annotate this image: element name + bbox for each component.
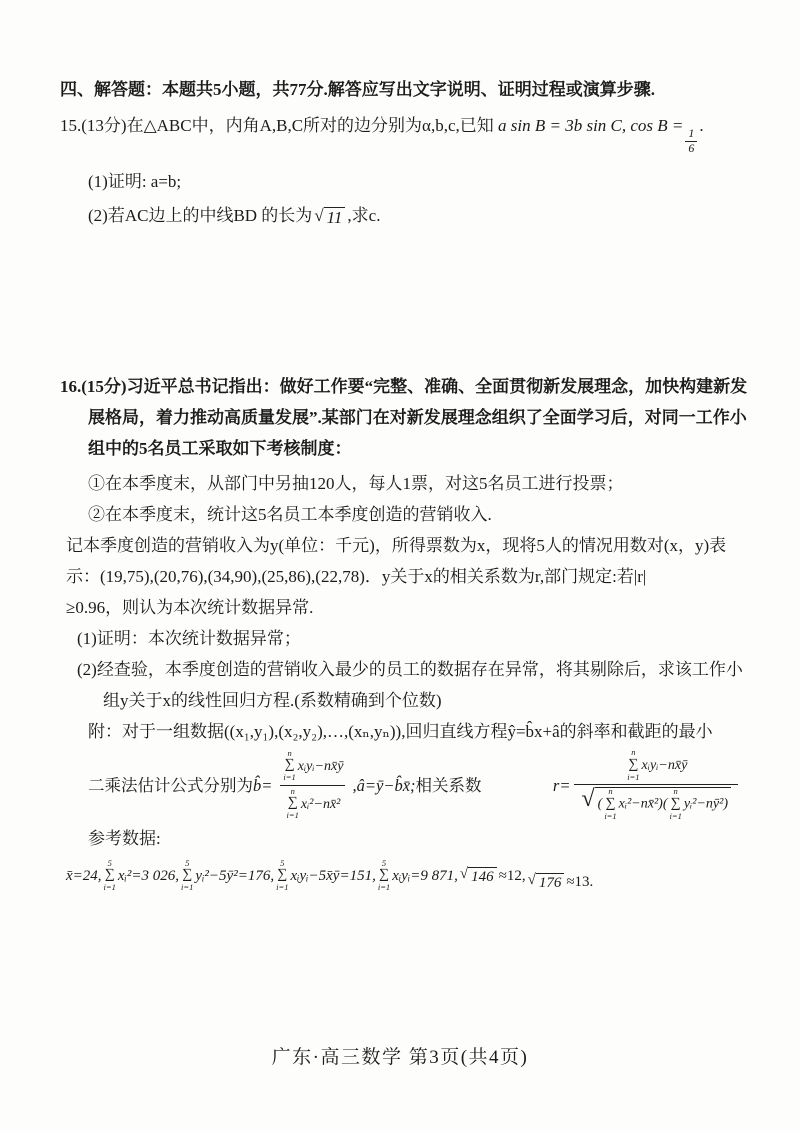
r-lhs: r= [552, 775, 571, 795]
q16-desc-line-1: 记本季度创造的营销收入为y(单位：千元)，所得票数为x，现将5人的情况用数对(x，y)表 [66, 536, 727, 556]
q16-desc-line-3: ≥0.96，则认为本次统计数据异常. [66, 598, 314, 618]
r-numerator: n ∑ i=1 xᵢyᵢ−nx̄ȳ [627, 747, 688, 782]
sqrt-11: √ 11 [314, 207, 345, 228]
sqrt-symbol: √ [459, 865, 469, 882]
reference-data-label: 参考数据: [88, 829, 161, 849]
summation-symbol: 5 ∑ i=1 [181, 857, 194, 893]
r-formula [553, 747, 746, 823]
sqrt-argument: ( n ∑ i=1 xᵢ²−nx̄²)( n ∑ i=1 yᵢ²−nȳ²) [595, 787, 731, 821]
q16-part2-line-2: 组y关于x的线性回归方程.(系数精确到个位数) [103, 691, 442, 711]
reference-data-line: x̄=24, 5 ∑ i=1 xᵢ²=3 026, 5 ∑ i=1 yᵢ²−5ȳ²=176, 5 ∑ i=1 xᵢyᵢ−5x̄ȳ=151, 5 ∑ i=1 xᵢyᵢ=9 871, √ 146 ≈12, √ 176 ≈13. [66, 857, 594, 893]
q15-part1: (1)证明: a=b; [88, 172, 182, 192]
summation-symbol: 5 ∑ i=1 [377, 857, 391, 893]
summation-symbol: n ∑ i=1 [604, 786, 617, 821]
summation-symbol: 5 ∑ i=1 [276, 857, 289, 893]
sqrt-symbol: √ [314, 206, 324, 226]
q16-part2-line-1: (2)经查验，本季度创造的营销收入最少的员工的数据存在异常，将其剔除后，求该工作小 [77, 660, 743, 680]
bhat-denominator: n ∑ i=1 xᵢ²−nx̄² [280, 785, 346, 823]
q15-stem [60, 109, 746, 155]
sqrt-symbol: √ [581, 786, 595, 813]
summation-symbol: n ∑ i=1 [286, 785, 299, 821]
ahat-formula: ,â=ȳ−b̂x̄; [352, 775, 416, 795]
least-squares-formula-line [60, 747, 746, 823]
q15-stem-text: 15.(13分)在△ABC中，内角A,B,C所对的边分别为α,b,c,已知 [60, 116, 499, 135]
summation-symbol: n ∑ i=1 [283, 747, 296, 783]
bhat-numerator: n ∑ i=1 xᵢyᵢ−nx̄ȳ [283, 747, 344, 783]
summation-symbol: n ∑ i=1 [669, 786, 682, 821]
sqrt-symbol: √ [527, 871, 536, 888]
q15-parts [60, 165, 746, 233]
q15-part2 [60, 199, 746, 233]
q16-stem-line-3: 组中的5名员工采取如下考核制度： [88, 439, 352, 459]
q15-part2-text: (2)若AC边上的中线BD 的长为 [88, 206, 313, 226]
q16-stem-line-2: 展格局，着力推动高质量发展”.某部门在对新发展理念组织了全面学习后，对同一工作小 [88, 408, 747, 428]
bhat-lhs: b̂= [253, 775, 273, 795]
q16-item-2: ②在本季度末，统计这5名员工本季度创造的营销收入. [88, 505, 492, 525]
summation-symbol: n ∑ i=1 [627, 747, 640, 782]
q16-part1: (1)证明：本次统计数据异常； [77, 629, 301, 649]
q16-stem-line-1: 16.(15分)习近平总书记指出：做好工作要“完整、准确、全面贯彻新发展理念，加快构建新发 [60, 377, 748, 397]
page-footer: 广东·高三数学 第3页(共4页) [271, 1047, 529, 1068]
q15-stem-equation: a sin B = 3b sin C, cos B = [498, 116, 684, 135]
q16-item-1: ①在本季度末，从部门中另抽120人，每人1票，对这5名员工进行投票； [88, 474, 624, 494]
correlation-label: 相关系数 [415, 775, 482, 795]
summation-symbol: 5 ∑ i=1 [103, 857, 116, 893]
sqrt-146: √ 146 [460, 867, 497, 886]
sqrt-expression [581, 787, 731, 821]
sqrt-176: √ 176 [528, 873, 565, 892]
answer-space-q15 [60, 233, 746, 371]
q16-desc-line-2: 示：(19,75),(20,76),(34,90),(25,86),(22,78)．y关于x的相关系数为r,部门规定:若|r| [66, 567, 647, 587]
lsq-prefix: 二乘法估计公式分别为 [88, 775, 253, 795]
page-content [60, 74, 746, 898]
appendix-intro: 附：对于一组数据((x₁,y₁),(x₂,y₂),…,(xₙ,yₙ)),回归直线方程ŷ=b̂x+â的斜率和截距的最小 [88, 722, 713, 742]
q15-part2-suffix: ,求c. [347, 206, 381, 226]
fraction-one-sixth: $\frac{1}{6}$ [685, 127, 697, 155]
section-header: 四、解答题：本题共5小题，共77分.解答应写出文字说明、证明过程或演算步骤. [60, 80, 655, 99]
bhat-fraction [276, 748, 348, 823]
q15-stem-period: . [699, 116, 704, 135]
r-denominator [574, 784, 738, 823]
r-fraction [574, 747, 738, 823]
